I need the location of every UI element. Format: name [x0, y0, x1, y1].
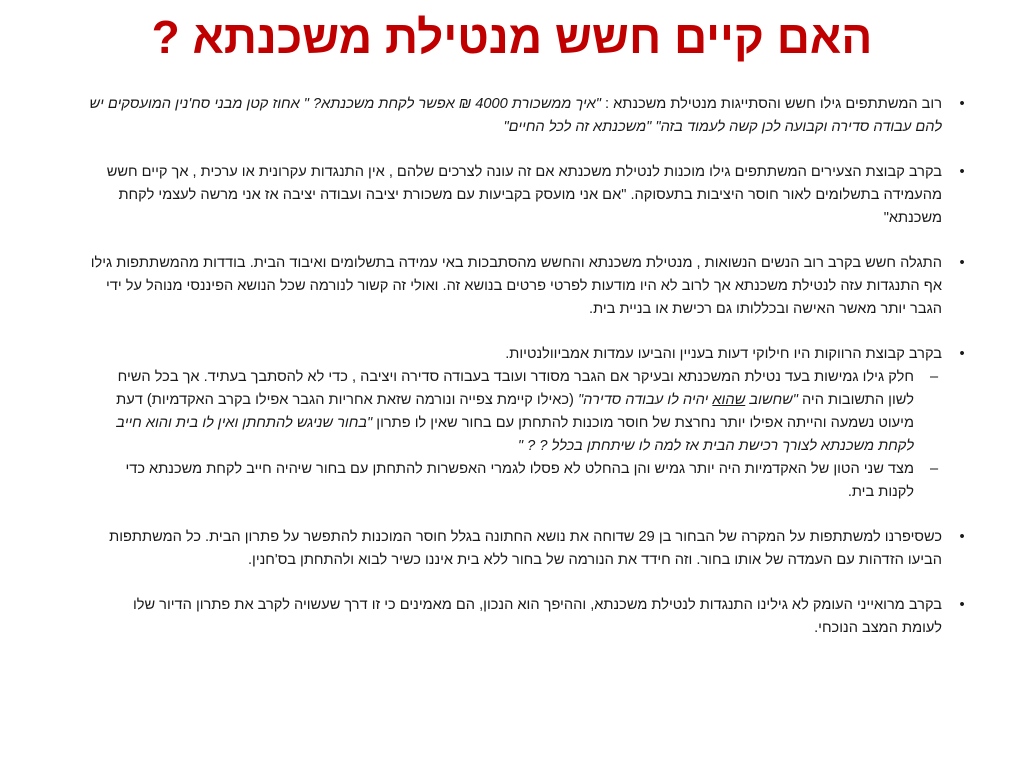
sub-bullet-text: מצד שני הטון של האקדמיות היה יותר גמיש והן בהחלט לא פסלו לגמרי האפשרות להתחתן עם בחור שיהיה חייב לקחת משכנתא כדי לקנות בית.	[125, 461, 914, 500]
bullet-item	[89, 93, 969, 139]
bullet-text: בקרב מרואייני העומק לא גילינו התנגדות לנטילת משכנתא, וההיפך הוא הנכון, הם מאמינים כי זו דרך שעשויה לקרב את פתרון הדיור שלו לעומת המצב הנוכחי.	[132, 597, 942, 636]
sub-bullet-list	[89, 366, 969, 504]
sub-bullet-text: חלק גילו גמישות בעד נטילת המשכנתא ובעיקר אם הגבר מסודר ועובד בעבודה סדירה ויציבה , כדי לא להסתבך בעתיד. אך בכל השיח לשון התשובות היה	[117, 369, 914, 408]
sub-bullet-quote: "שחשוב	[745, 392, 798, 408]
bullet-text: כשסיפרנו למשתתפות על המקרה של הבחור בן 29 שדוחה את נושא החתונה בגלל חוסר המוכנות להתפשר על פתרון הבית. כל המשתתפות הביעו הזדהות עם העמדה של אותו בחור. וזה חידד את הנורמה של בחור ללא בית איננו כשיר לבוא ולהתחתן בס'חנין.	[109, 529, 942, 568]
bullet-text: רוב המשתתפים גילו חשש והסתייגות מנטילת משכנתא :	[600, 96, 942, 112]
sub-bullet-quote: "בחור שניגש להתחתן ואין לו בית והוא חייב לקחת משכנתא לצורך רכישת הבית אז למה לו שיתחתן בכלל ? ? "	[116, 415, 914, 454]
sub-bullet-underlined-word: שהוא	[712, 392, 746, 408]
bullet-dot-icon: •	[959, 96, 965, 112]
bullet-dot-icon: •	[959, 529, 965, 545]
bullet-text: התגלה חשש בקרב רוב הנשים הנשואות , מנטילת משכנתא והחשש מהסתבכות באי עמידה בתשלומים ואיבוד הבית. בודדות מהמשתתפות גילו אף התנגדות עזה לנטילת משכנתא אך לרוב לא היו מודעות לפרטי פרטים בנושא זה. ואולי זה קשור לנורמה שכל הנושא הפיננסי מנוהל על ידי הגבר יותר מאשר האישה ובכללותו גם רכישת או בניית בית.	[90, 255, 942, 317]
bullet-item	[89, 594, 969, 640]
dash-icon: –	[929, 369, 939, 385]
bullet-dot-icon: •	[959, 164, 965, 180]
sub-bullet-item	[89, 366, 969, 458]
sub-bullet-item	[89, 458, 969, 504]
slide-title: האם קיים חשש מנטילת משכנתא ?	[151, 11, 873, 63]
bullet-item	[89, 252, 969, 321]
bullet-item	[89, 526, 969, 572]
bullet-item	[89, 161, 969, 230]
bullet-dot-icon: •	[959, 597, 965, 613]
bullet-item	[89, 343, 969, 366]
slide-body	[89, 93, 969, 662]
bullet-text: בקרב קבוצת הצעירים המשתתפים גילו מוכנות לנטילת משכנתא אם זה עונה לצרכים שלהם , אין התנגדות עקרונית או ערכית , אך קיים חשש מהעמידה בתשלומים לאור חוסר היציבות בתעסוקה. "אם אני מועסק בקביעות עם משכורת יציבה ועבודה יציבה אז אני מרשה לעצמי לקחת משכנתא"	[106, 164, 942, 226]
dash-icon: –	[929, 461, 939, 477]
bullet-dot-icon: •	[959, 346, 965, 362]
sub-bullet-quote: יהיה לו עבודה סדירה"	[577, 392, 713, 408]
bullet-quote: "איך ממשכורת 4000 ₪ אפשר לקחת משכנתא? " אחוז קטן מבני סח'נין המועסקים יש להם עבודה סדירה וקבועה לכן קשה לעמוד בזה" "משכנתא זה לכל החיים"	[89, 96, 942, 135]
bullet-dot-icon: •	[959, 255, 965, 271]
bullet-text: בקרב קבוצת הרווקות היו חילוקי דעות בעניין והביעו עמדות אמביוולנטיות.	[505, 346, 942, 362]
sub-bullet-text: (כאילו קיימת צפייה ונורמה שזאת אחריות הגבר אפילו בקרב האקדמיות) דעת מיעוט נשמעה והייתה אפילו יותר נחרצת של חוסר מוכנות להתחתן עם בחור שאין לו פתרון	[116, 392, 914, 431]
